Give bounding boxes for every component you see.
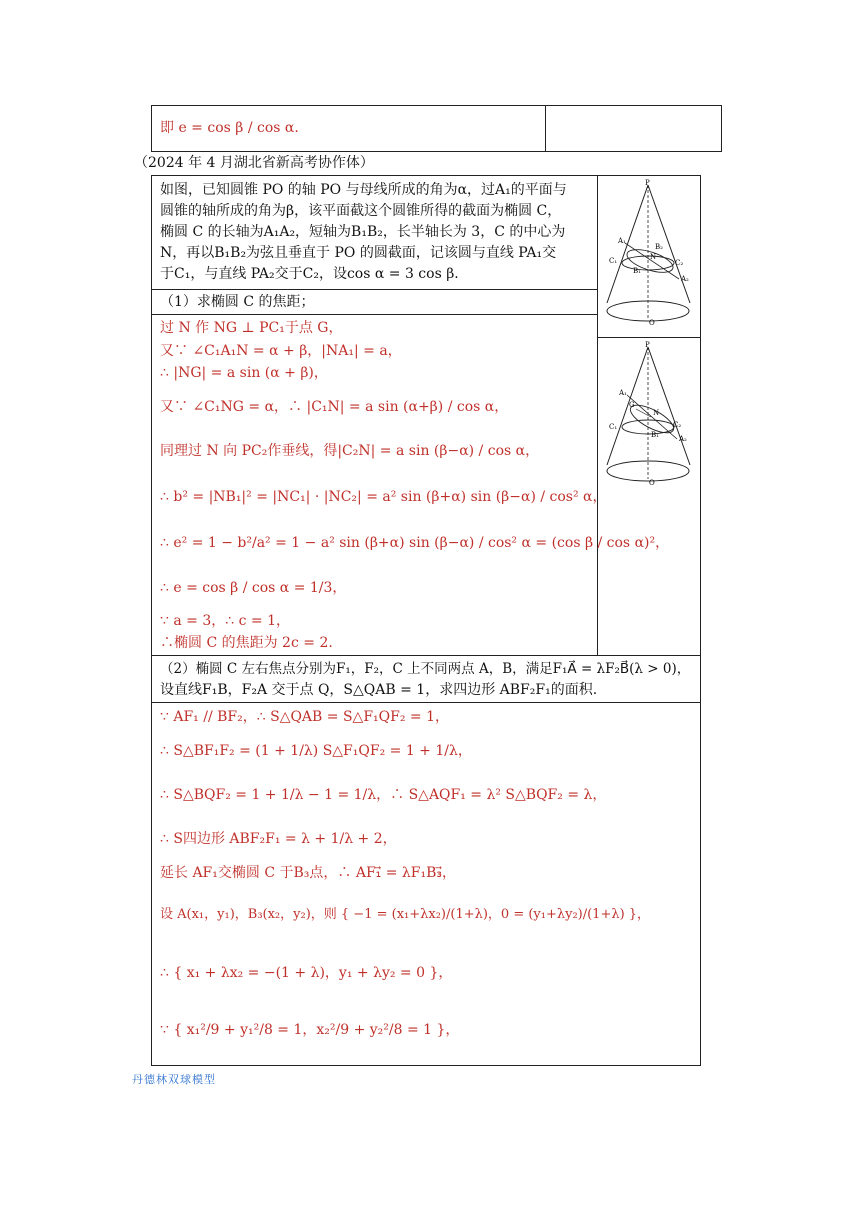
figure-column-divider — [597, 175, 598, 655]
label-c1: C₁ — [609, 257, 618, 265]
solution-line: ∴ { x₁ + λx₂ = −(1 + λ)，y₁ + λy₂ = 0 }， — [160, 965, 453, 981]
label-a2: A₂ — [679, 435, 687, 443]
solution-line: ∴ e² = 1 − b²/a² = 1 − a² sin (β+α) sin (β−α) / cos² α = (cos β / cos α)²， — [160, 535, 670, 551]
solution-line: ∴ S△BF₁F₂ = (1 + 1/λ) S△F₁QF₂ = 1 + 1/λ， — [160, 743, 472, 759]
top-table-text: 即 e = cos β / cos α. — [160, 120, 299, 136]
question-2-line: 设直线F₁B，F₂A 交于点 Q，S△QAB = 1，求四边形 ABF₂F₁的面积. — [160, 682, 598, 698]
source-tag: （2024 年 4 月湖北省新高考协作体） — [134, 155, 374, 171]
solution-line: ∴ S四边形 ABF₂F₁ = λ + 1/λ + 2， — [160, 831, 397, 847]
row-divider-1 — [151, 289, 597, 290]
label-p: P — [645, 179, 650, 187]
label-c2: C₂ — [673, 421, 682, 429]
row-divider-3 — [151, 655, 701, 656]
label-a2: A₂ — [681, 275, 689, 283]
row-divider-2 — [151, 314, 597, 315]
solution-line: ∵ AF₁ // BF₂，∴ S△QAB = S△F₁QF₂ = 1， — [160, 709, 449, 725]
label-n: N — [650, 253, 657, 261]
label-b2: B₂ — [655, 243, 663, 251]
label-p: P — [645, 341, 650, 349]
solution-line: ∵ { x₁²/9 + y₁²/8 = 1，x₂²/9 + y₂²/8 = 1 }， — [160, 1022, 460, 1038]
cone-figure-1 — [603, 179, 695, 331]
label-o: O — [649, 319, 655, 327]
figure-divider — [597, 337, 701, 338]
statement-line: 如图，已知圆锥 PO 的轴 PO 与母线所成的角为α，过A₁的平面与 — [160, 182, 567, 198]
question-2-line: （2）椭圆 C 左右焦点分别为F₁，F₂，C 上不同两点 A，B，满足F₁A⃗ = λF₂B⃗(λ > 0)， — [160, 661, 691, 677]
solution-line: ∴ b² = |NB₁|² = |NC₁| · |NC₂| = a² sin (β+α) sin (β−α) / cos² α， — [160, 489, 607, 505]
statement-line: 于C₁，与直线 PA₂交于C₂，设cos α = 3 cos β. — [160, 266, 459, 282]
row-divider-4 — [151, 702, 701, 703]
solution-line: ∴ e = cos β / cos α = 1/3， — [160, 580, 347, 596]
top-table-divider — [545, 105, 546, 152]
solution-line: 又∵ ∠C₁A₁N = α + β，|NA₁| = a， — [160, 343, 402, 359]
label-c2: C₂ — [675, 259, 684, 267]
label-a1: A₁ — [619, 389, 627, 397]
solution-line: 设 A(x₁，y₁)，B₃(x₂，y₂)，则 { −1 = (x₁+λx₂)/(1+λ)，0 = (y₁+λy₂)/(1+λ) }， — [160, 907, 651, 922]
question-1: （1）求椭圆 C 的焦距； — [160, 294, 315, 310]
label-a1: A₁ — [618, 237, 626, 245]
label-b1: B₁ — [633, 267, 641, 275]
statement-line: N，再以B₁B₂为弦且垂直于 PO 的圆截面，记该圆与直线 PA₁交 — [160, 245, 557, 261]
footer-caption: 丹德林双球模型 — [132, 1073, 216, 1086]
label-g: G — [629, 401, 635, 409]
cone-figure-2 — [603, 341, 695, 489]
solution-line: 同理过 N 向 PC₂作垂线，得|C₂N| = a sin (β−α) / cos α， — [160, 443, 540, 459]
statement-line: 椭圆 C 的长轴为A₁A₂，短轴为B₁B₂，长半轴长为 3，C 的中心为 — [160, 224, 566, 240]
solution-line: ∵ a = 3，∴ c = 1， — [160, 613, 290, 629]
solution-line: ∴ |NG| = a sin (α + β)， — [160, 365, 328, 381]
solution-line: ∴ S△BQF₂ = 1 + 1/λ − 1 = 1/λ，∴ S△AQF₁ = λ² S△BQF₂ = λ， — [160, 787, 607, 803]
solution-line: 又∵ ∠C₁NG = α，∴ |C₁N| = a sin (α+β) / cos α， — [160, 399, 509, 415]
label-n: N — [653, 409, 660, 417]
label-b1: B₁ — [651, 431, 659, 439]
label-c1: C₁ — [609, 423, 618, 431]
solution-line: ∴椭圆 C 的焦距为 2c = 2. — [160, 635, 333, 651]
statement-line: 圆锥的轴所成的角为β，该平面截这个圆锥所得的截面为椭圆 C， — [160, 203, 562, 219]
solution-line: 延长 AF₁交椭圆 C 于B₃点，∴ AF₁⃗ = λF₁B₃⃗， — [160, 865, 457, 881]
label-o: O — [649, 479, 655, 487]
solution-line: 过 N 作 NG ⊥ PC₁于点 G， — [160, 320, 343, 336]
